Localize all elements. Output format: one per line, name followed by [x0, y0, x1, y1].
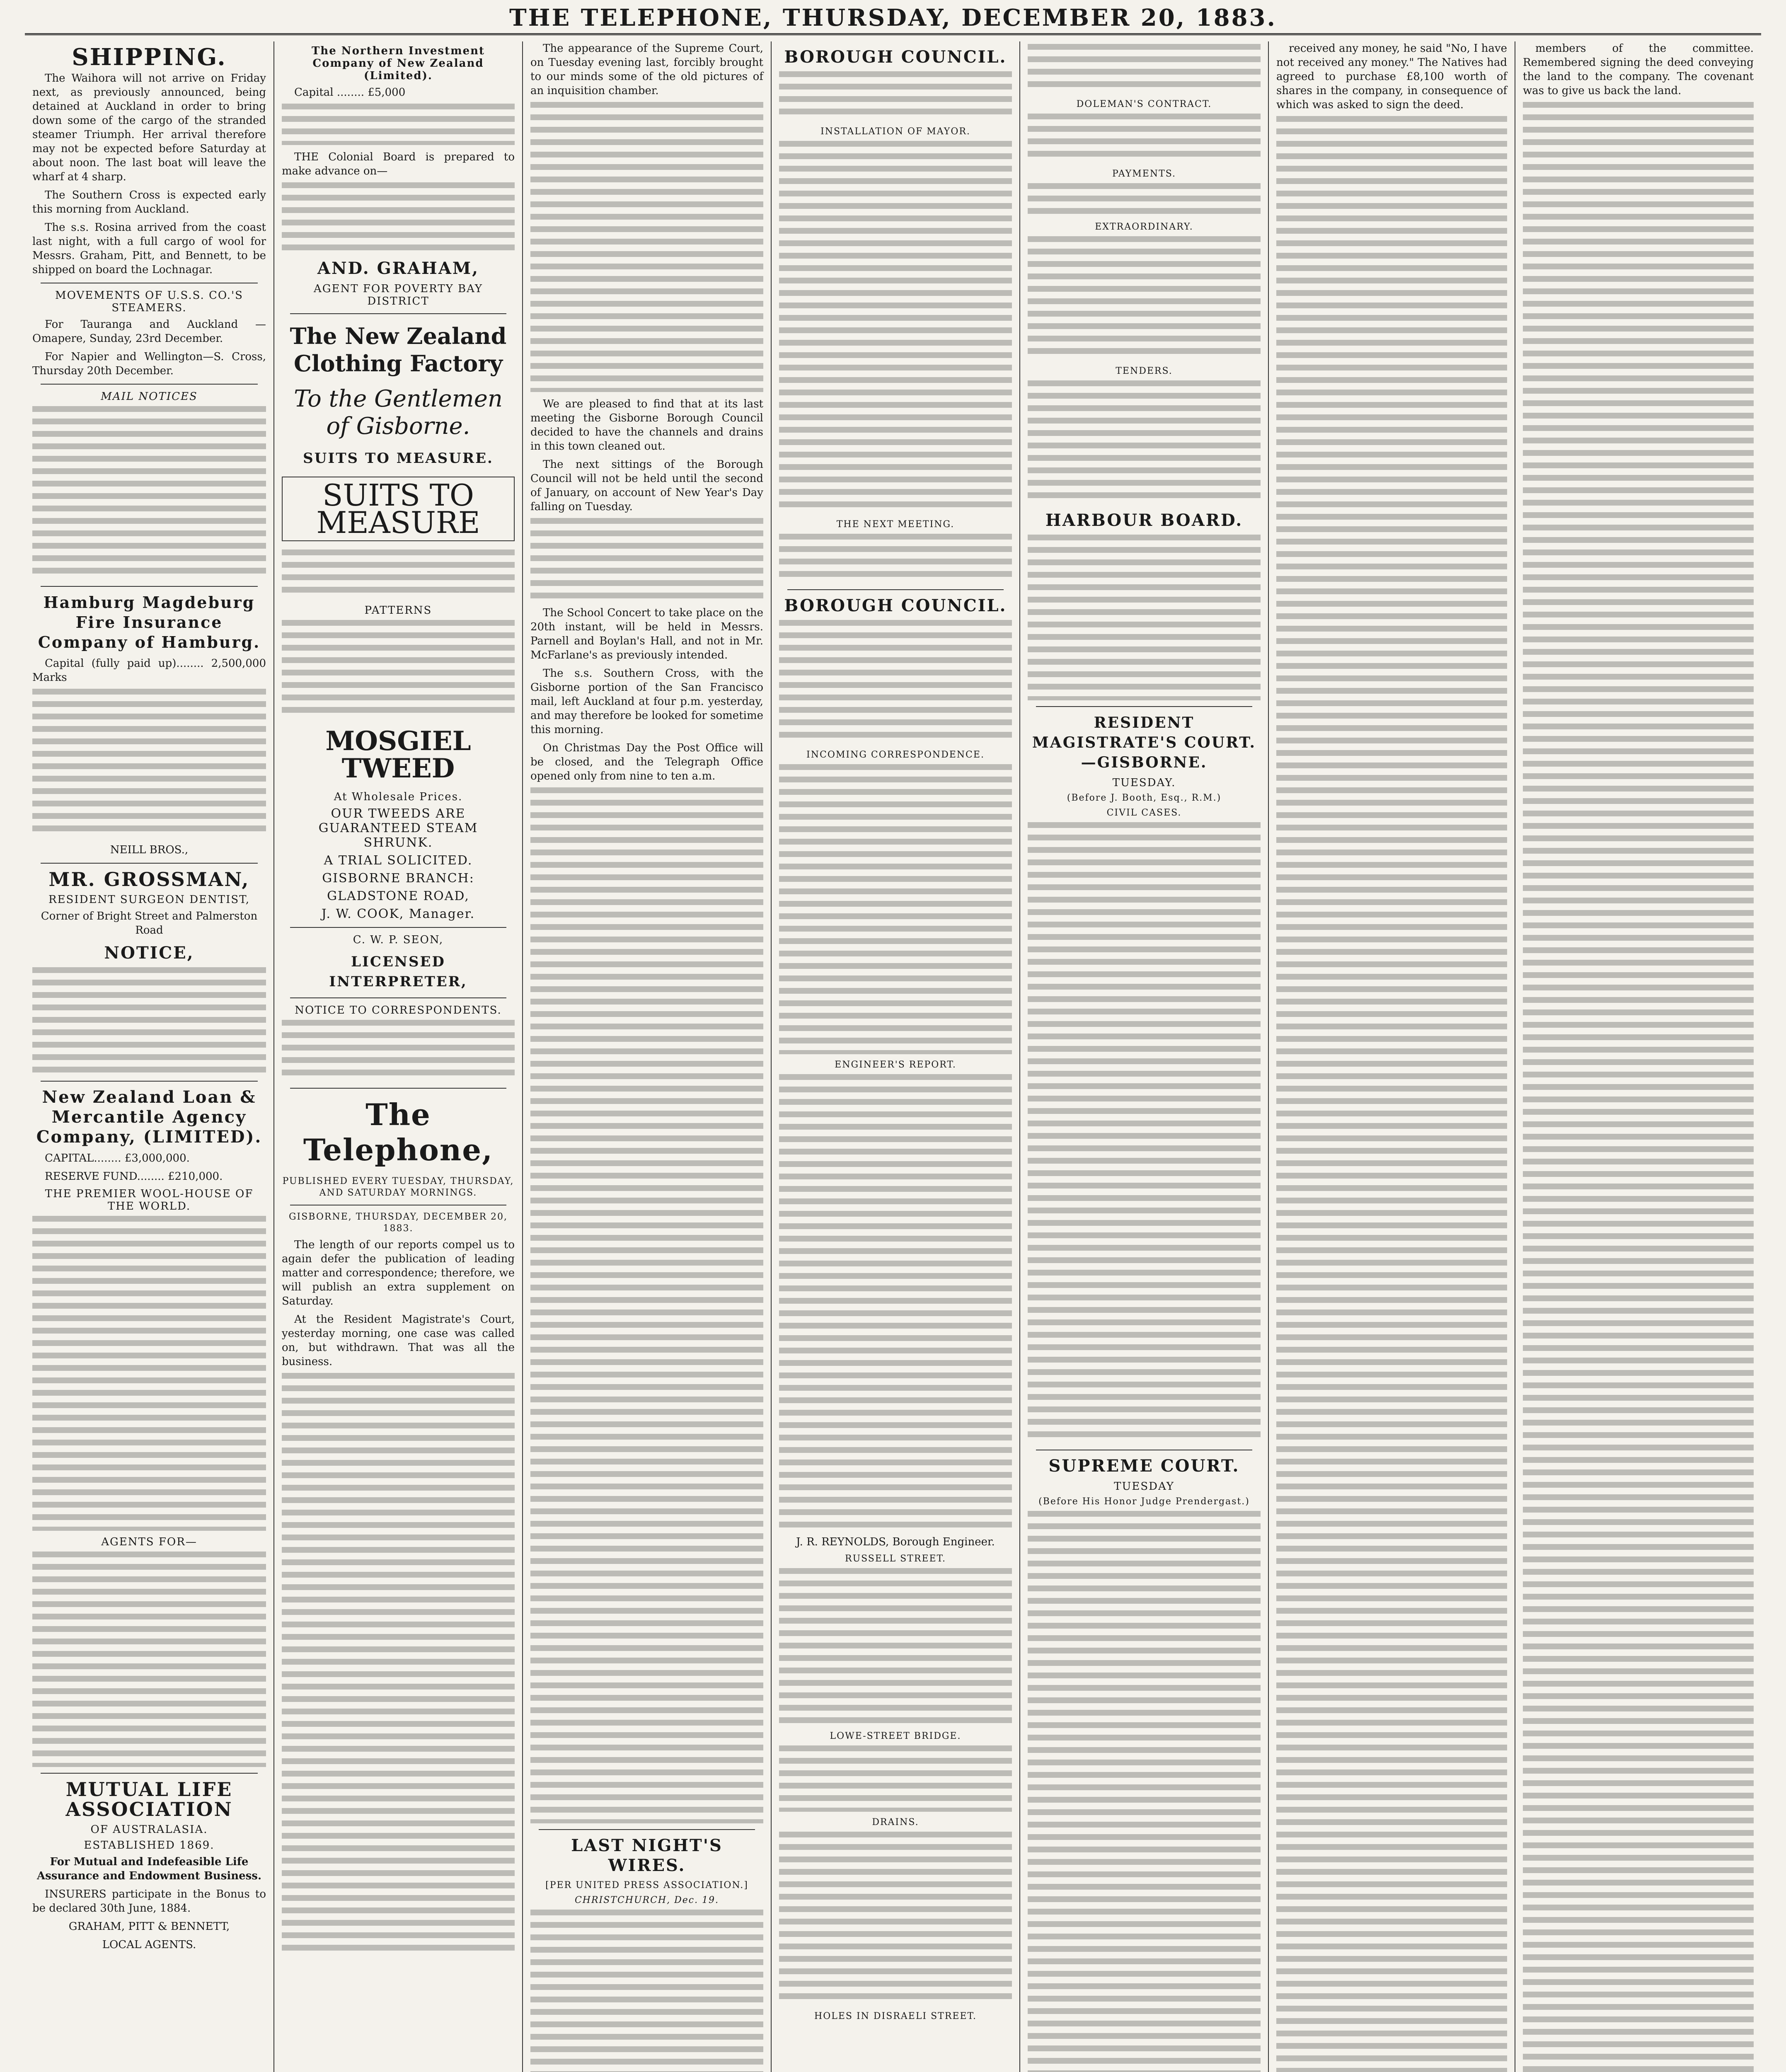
column-6: [1268, 41, 1515, 2072]
divider: [41, 863, 258, 864]
harbour-body: [1028, 535, 1261, 700]
dateline: GISBORNE, THURSDAY, DECEMBER 20, 1883.: [288, 1212, 508, 1234]
nz-loan-heading: New Zealand Loan & Mercantile Agency Company, (LIMITED).: [36, 1087, 262, 1147]
doleman-body: [1028, 114, 1261, 163]
column-6-paragraph: received any money, he said "No, I have not received any money." The Natives had agreed to purchase £8,100 worth of shares in the company, in consequence of which was asked to sign the deed.: [1276, 42, 1507, 111]
engineer-report-heading: ENGINEER'S REPORT.: [835, 1060, 956, 1070]
incoming-body: [779, 764, 1012, 1054]
wholesale-line: At Wholesale Prices.: [334, 791, 463, 803]
hamburg-body: [32, 689, 266, 838]
movements-heading: MOVEMENTS OF U.S.S. CO.'S STEAMERS.: [55, 289, 243, 314]
divider: [41, 384, 258, 385]
grossman-heading: MR. GROSSMAN,: [48, 868, 250, 891]
southern-cross-paragraph: The s.s. Southern Cross, with the Gisborne portion of the San Francisco mail, left Auckland at four p.m. yesterday, and may therefore be looked for sometime this morning.: [530, 667, 763, 736]
rosina-note: The s.s. Rosina arrived from the coast last night, with a full cargo of wool for Messrs. Graham, Pitt, and Bennett, to be shipped on board the Lochnagar.: [32, 221, 266, 276]
movements-line-2: For Napier and Wellington—S. Cross, Thursday 20th December.: [32, 351, 266, 377]
hamburg-heading: Hamburg Magdeburg Fire Insurance Company of Hamburg.: [38, 593, 261, 651]
extraordinary-heading: EXTRAORDINARY.: [1095, 222, 1193, 232]
payments-heading: PAYMENTS.: [1112, 169, 1176, 179]
movements-line-1: For Tauranga and Auckland — Omapere, Sunday, 23rd December.: [32, 318, 266, 345]
drains-body: [779, 1832, 1012, 2006]
branch-line: GISBORNE BRANCH:: [322, 871, 474, 886]
wires-heading: LAST NIGHT'S WIRES.: [571, 1836, 723, 1875]
supreme-body: [1028, 1511, 1261, 2072]
reserve-line: RESERVE FUND........ £210,000.: [45, 1170, 223, 1183]
divider: [290, 313, 506, 314]
supreme-heading: SUPREME COURT.: [1048, 1456, 1240, 1476]
russell-heading: RUSSELL STREET.: [845, 1554, 946, 1564]
incoming-heading: INCOMING CORRESPONDENCE.: [806, 750, 985, 760]
next-meeting-body: [779, 534, 1012, 583]
holes-heading: HOLES IN DISRAELI STREET.: [814, 2011, 977, 2021]
guaranteed-line: OUR TWEEDS ARE GUARANTEED STEAM SHRUNK.: [318, 806, 478, 850]
newspaper-columns: [25, 41, 1761, 2072]
clothing-factory-heading: The New Zealand Clothing Factory: [290, 323, 507, 377]
divider: [539, 1829, 755, 1830]
borough-heading-2: BOROUGH COUNCIL.: [784, 596, 1007, 615]
civil-cases: CIVIL CASES.: [1106, 808, 1182, 818]
patterns-body: [282, 620, 515, 719]
editorial-1: The length of our reports compel us to again defer the publication of leading matter and correspondence; therefore, we will publish an extra supplement on Saturday.: [282, 1239, 515, 1307]
grossman-address: Corner of Bright Street and Palmerston Road: [41, 910, 258, 937]
editorial-2: At the Resident Magistrate's Court, yesterday morning, one case was called on, but withdrawn. That was all the business.: [282, 1313, 515, 1368]
supreme-day: TUESDAY: [1114, 1480, 1174, 1493]
trial-line: A TRIAL SOLICITED.: [324, 853, 473, 868]
russell-body: [779, 1568, 1012, 1726]
capital-line: CAPITAL........ £3,000,000.: [45, 1152, 190, 1164]
graham-pitt-bennett: GRAHAM, PITT & BENNETT,: [68, 1920, 230, 1933]
suits-body: [282, 549, 515, 599]
harbour-heading: HARBOUR BOARD.: [1045, 511, 1243, 530]
rm-court-heading: RESIDENT MAGISTRATE'S COURT.—GISBORNE.: [1032, 714, 1256, 771]
publish-line: PUBLISHED EVERY TUESDAY, THURSDAY, AND SATURDAY MORNINGS.: [282, 1176, 514, 1198]
telephone-title: The Telephone,: [303, 1097, 494, 1167]
column-5-top: [1028, 44, 1261, 94]
wires-place: CHRISTCHURCH, Dec. 19.: [574, 1895, 719, 1905]
colonial-board: THE Colonial Board is prepared to make advance on—: [282, 151, 515, 177]
column-1: [25, 41, 273, 2072]
editorial-body: [282, 1373, 515, 1953]
divider: [41, 586, 258, 587]
agent-for: AGENT FOR POVERTY BAY DISTRICT: [313, 283, 483, 307]
established-line: ESTABLISHED 1869.: [84, 1839, 215, 1852]
drains-paragraph: We are pleased to find that at its last meeting the Gisborne Borough Council decided to have the channels and drains in this town cleaned out.: [530, 398, 763, 453]
hamburg-capital: Capital (fully paid up)........ 2,500,000 Marks: [32, 657, 266, 684]
mutual-subheading: OF AUSTRALASIA.: [90, 1823, 208, 1836]
lowe-heading: LOWE-STREET BRIDGE.: [830, 1731, 961, 1741]
rm-before: (Before J. Booth, Esq., R.M.): [1067, 793, 1222, 803]
divider: [290, 997, 506, 998]
column-7-paragraph: members of the committee. Remembered signing the deed conveying the land to the company. The covenant was to give us back the land.: [1523, 42, 1754, 97]
southern-cross-note: The Southern Cross is expected early this morning from Auckland.: [32, 189, 266, 215]
installation-body: [779, 141, 1012, 514]
notice-heading: NOTICE,: [104, 943, 194, 963]
premier-body: [32, 1216, 266, 1531]
mosgiel-tweed: MOSGIEL TWEED: [325, 726, 471, 784]
suits-small: SUITS TO MEASURE.: [303, 450, 494, 467]
mutual-heading: MUTUAL LIFE ASSOCIATION: [65, 1778, 233, 1820]
installation-heading: INSTALLATION OF MAYOR.: [820, 126, 970, 137]
divider: [1036, 706, 1252, 707]
masthead: THE TELEPHONE, THURSDAY, DECEMBER 20, 1883.: [25, 4, 1761, 35]
divider: [787, 589, 1004, 590]
gas-body: [530, 518, 763, 601]
column-2: [273, 41, 522, 2072]
tenders-body: [1028, 380, 1261, 505]
northern-capital: Capital ........ £5,000: [294, 86, 406, 99]
grossman-subheading: RESIDENT SURGEON DENTIST,: [48, 893, 250, 906]
column-3: [522, 41, 771, 2072]
mail-notices-body: [32, 406, 266, 580]
mail-notices-heading: MAIL NOTICES: [101, 390, 198, 403]
agents-body: [32, 1552, 266, 1767]
notice-body: [32, 967, 266, 1075]
concert-paragraph: The School Concert to take place on the 20th instant, will be held in Messrs. Parnell and Boylan's Hall, and not in Mr. McFarlane's as previously intended.: [530, 607, 763, 661]
divider: [290, 927, 506, 928]
agent-name: AND. GRAHAM,: [317, 259, 479, 278]
column-5: [1019, 41, 1268, 2072]
wires-body: [530, 1910, 763, 2072]
engineer-signature: J. R. REYNOLDS, Borough Engineer.: [796, 1536, 995, 1548]
tenders-heading: TENDERS.: [1116, 366, 1173, 376]
next-meeting-heading: THE NEXT MEETING.: [836, 519, 955, 530]
agents-heading: AGENTS FOR—: [101, 1536, 197, 1548]
correspondents-heading: NOTICE TO CORRESPONDENTS.: [295, 1004, 502, 1017]
divider: [41, 1081, 258, 1082]
premier-heading: THE PREMIER WOOL-HOUSE OF THE WORLD.: [45, 1188, 254, 1213]
neill-bros: NEILL BROS.,: [110, 844, 189, 856]
divider: [41, 1773, 258, 1774]
gentlemen-heading: To the Gentlemen of Gisborne.: [294, 385, 503, 440]
wires-subheading: [PER UNITED PRESS ASSOCIATION.]: [545, 1880, 748, 1890]
seon-line: C. W. P. SEON,: [353, 934, 444, 946]
column-3-body: [530, 787, 763, 1823]
shipping-heading: SHIPPING.: [72, 44, 227, 71]
correspondents-body: [282, 1020, 515, 1082]
cook-line: J. W. COOK, Manager.: [321, 907, 475, 921]
northern-body: [282, 104, 515, 145]
drains-heading: DRAINS.: [872, 1817, 919, 1828]
shipping-text: The Waihora will not arrive on Friday next, as previously announced, being detained at Auckland in order to bring down some of the cargo of the stranded steamer Triumph. Her arrival therefore may not be expected before Saturday at about noon. The last boat will leave the wharf at 4 sharp.: [32, 72, 266, 183]
doleman-heading: DOLEMAN'S CONTRACT.: [1076, 99, 1212, 109]
mutual-tagline: For Mutual and Indefeasible Life Assurance and Endowment Business.: [36, 1856, 261, 1882]
column-4: [771, 41, 1019, 2072]
borough-body: [779, 71, 1012, 121]
patterns-heading: PATTERNS: [364, 604, 432, 617]
christmas-paragraph: On Christmas Day the Post Office will be closed, and the Telegraph Office opened only from nine to ten a.m.: [530, 742, 763, 782]
divider: [290, 1088, 506, 1089]
local-agents: LOCAL AGENTS.: [102, 1939, 196, 1951]
lowe-body: [779, 1745, 1012, 1812]
payments-body: [1028, 183, 1261, 216]
suits-big: SUITS TO MEASURE: [282, 477, 515, 541]
column-7: [1515, 41, 1761, 2072]
civil-cases-body: [1028, 822, 1261, 1444]
northern-heading: The Northern Investment Company of New Zealand (Limited).: [311, 45, 485, 82]
insurers-note: INSURERS participate in the Bonus to be declared 30th June, 1884.: [32, 1888, 266, 1915]
gladstone-line: GLADSTONE ROAD,: [327, 889, 469, 903]
column-7-body: [1523, 102, 1754, 2072]
court-paragraph: The appearance of the Supreme Court, on Tuesday evening last, forcibly brought to our minds some of the old pictures of an inquisition chamber.: [530, 42, 763, 97]
supreme-before: (Before His Honor Judge Prendergast.): [1038, 1496, 1250, 1507]
borough-heading: BOROUGH COUNCIL.: [784, 47, 1007, 67]
court-body: [530, 102, 763, 392]
colonial-board-body: [282, 182, 515, 253]
rm-day: TUESDAY.: [1112, 777, 1176, 789]
council-paragraph: The next sittings of the Borough Council will not be held until the second of January, on account of New Year's Day falling on Tuesday.: [530, 458, 763, 513]
engineer-report-body: [779, 1074, 1012, 1530]
interpreter-line: LICENSED INTERPRETER,: [329, 954, 467, 990]
extraordinary-body: [1028, 236, 1261, 361]
column-6-body: [1276, 116, 1507, 2072]
borough-2-body: [779, 620, 1012, 744]
